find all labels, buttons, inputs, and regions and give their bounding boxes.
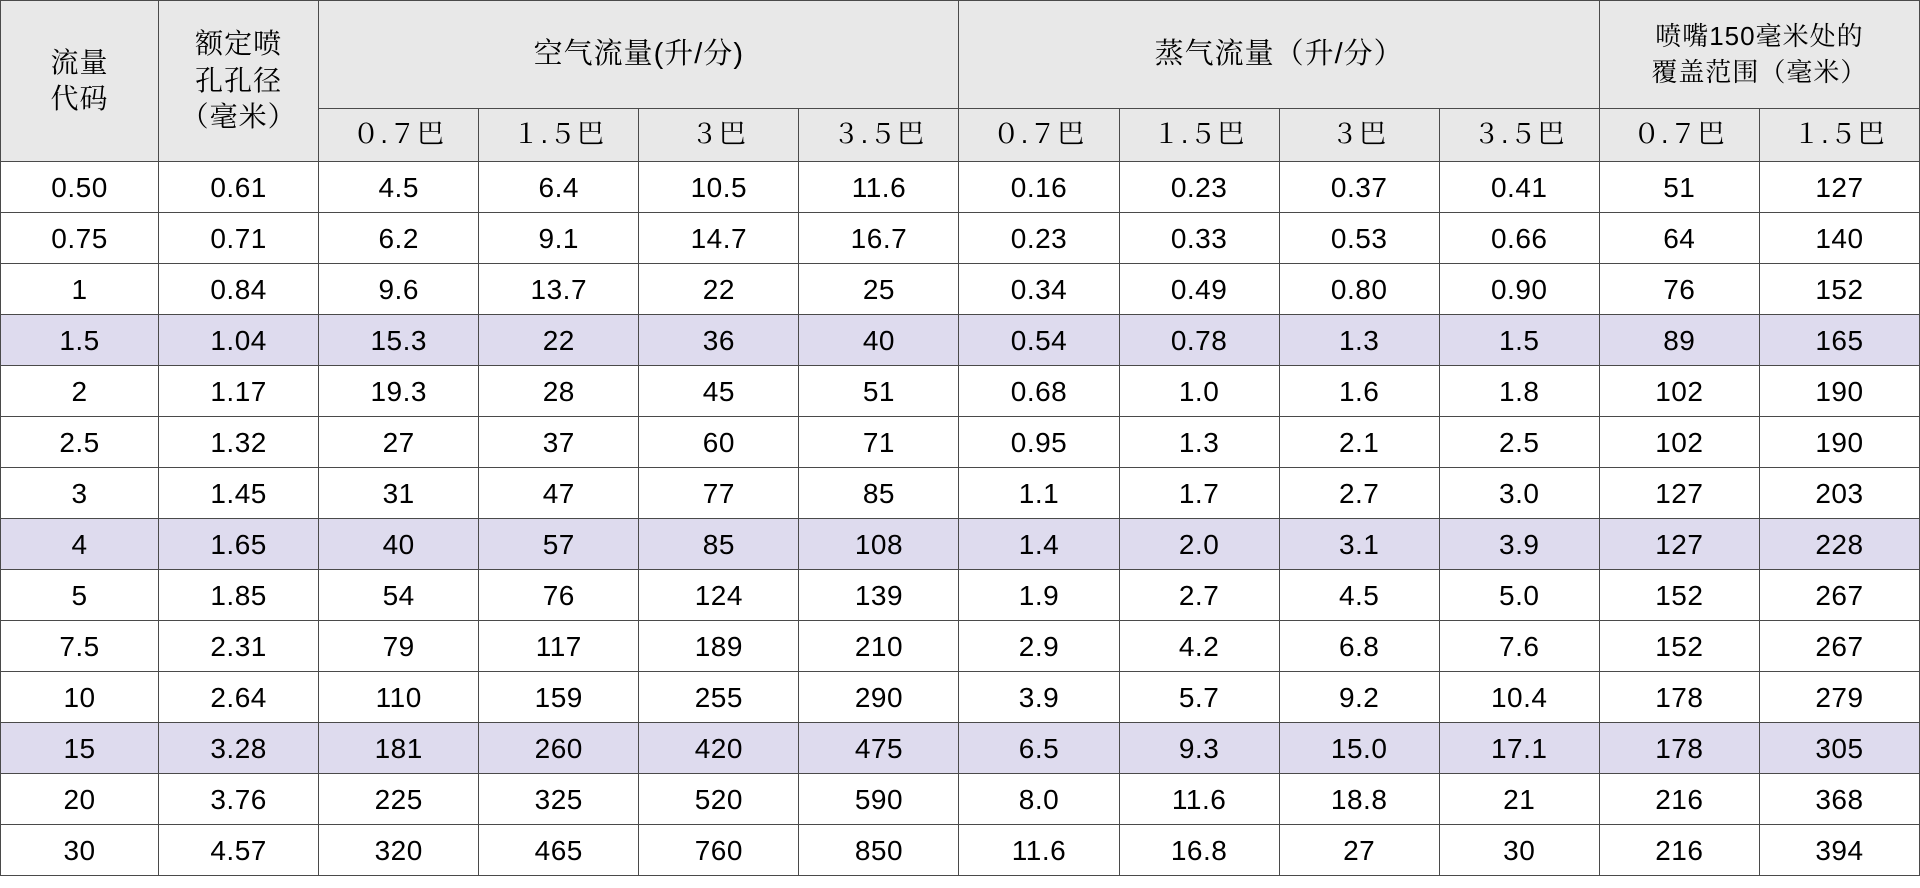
table-cell: 2.7 (1279, 468, 1439, 519)
table-row (1, 621, 1920, 672)
header-steam-pressure-2: ３巴 (1279, 109, 1439, 162)
table-cell: 279 (1759, 672, 1919, 723)
table-cell: 6.8 (1279, 621, 1439, 672)
table-cell: 475 (799, 723, 959, 774)
table-cell: 4.5 (1279, 570, 1439, 621)
table-cell: 1.4 (959, 519, 1119, 570)
table-cell: 152 (1759, 264, 1919, 315)
table-cell: 260 (479, 723, 639, 774)
table-row (1, 264, 1920, 315)
table-cell: 31 (319, 468, 479, 519)
table-cell: 4.5 (319, 162, 479, 213)
table-cell: 2.0 (1119, 519, 1279, 570)
table-cell: 27 (1279, 825, 1439, 876)
header-orifice-line1: 额定喷 (195, 28, 283, 60)
table-cell: 1.85 (159, 570, 319, 621)
table-cell: 2.7 (1119, 570, 1279, 621)
table-row (1, 774, 1920, 825)
table-cell: 0.23 (1119, 162, 1279, 213)
table-cell: 3.76 (159, 774, 319, 825)
header-coverage-line2: 覆盖范围（毫米） (1651, 56, 1868, 87)
table-cell: 178 (1599, 672, 1759, 723)
table-cell: 0.41 (1439, 162, 1599, 213)
header-steam-flow: 蒸气流量（升/分） (959, 1, 1599, 109)
table-cell: 77 (639, 468, 799, 519)
table-cell: 1.5 (1, 315, 159, 366)
table-cell: 60 (639, 417, 799, 468)
table-cell: 1.45 (159, 468, 319, 519)
table-cell: 79 (319, 621, 479, 672)
table-cell: 0.84 (159, 264, 319, 315)
table-cell: 320 (319, 825, 479, 876)
table-cell: 28 (479, 366, 639, 417)
table-cell: 2.5 (1, 417, 159, 468)
table-cell: 0.50 (1, 162, 159, 213)
table-cell: 127 (1599, 519, 1759, 570)
header-flow-code-line1: 流量 (50, 46, 109, 78)
table-cell: 45 (639, 366, 799, 417)
table-cell: 40 (319, 519, 479, 570)
table-cell: 190 (1759, 366, 1919, 417)
header-orifice-diameter (159, 1, 319, 162)
table-cell: 5.7 (1119, 672, 1279, 723)
table-row (1, 213, 1920, 264)
table-cell: 203 (1759, 468, 1919, 519)
table-cell: 152 (1599, 621, 1759, 672)
table-cell: 850 (799, 825, 959, 876)
table-cell: 76 (479, 570, 639, 621)
table-cell: 51 (799, 366, 959, 417)
table-cell: 3.28 (159, 723, 319, 774)
header-air-pressure-0: ０.７巴 (319, 109, 479, 162)
header-coverage-pressure-1: １.５巴 (1759, 109, 1919, 162)
table-cell: 181 (319, 723, 479, 774)
table-cell: 0.80 (1279, 264, 1439, 315)
header-coverage-pressure-0: ０.７巴 (1599, 109, 1759, 162)
table-cell: 5 (1, 570, 159, 621)
table-cell: 3.9 (959, 672, 1119, 723)
table-cell: 0.53 (1279, 213, 1439, 264)
table-row (1, 315, 1920, 366)
table-cell: 4 (1, 519, 159, 570)
table-cell: 1.0 (1119, 366, 1279, 417)
table-cell: 0.61 (159, 162, 319, 213)
table-cell: 1.6 (1279, 366, 1439, 417)
table-cell: 520 (639, 774, 799, 825)
table-cell: 420 (639, 723, 799, 774)
table-cell: 20 (1, 774, 159, 825)
header-air-flow: 空气流量(升/分) (319, 1, 959, 109)
header-coverage-line1: 喷嘴150毫米处的 (1655, 21, 1864, 52)
table-cell: 9.1 (479, 213, 639, 264)
table-cell: 394 (1759, 825, 1919, 876)
table-cell: 216 (1599, 774, 1759, 825)
table-row (1, 417, 1920, 468)
table-cell: 1.5 (1439, 315, 1599, 366)
table-cell: 9.3 (1119, 723, 1279, 774)
table-row (1, 672, 1920, 723)
table-cell: 0.90 (1439, 264, 1599, 315)
table-cell: 1.9 (959, 570, 1119, 621)
table-cell: 0.75 (1, 213, 159, 264)
table-cell: 11.6 (959, 825, 1119, 876)
table-cell: 36 (639, 315, 799, 366)
table-cell: 178 (1599, 723, 1759, 774)
table-cell: 21 (1439, 774, 1599, 825)
table-cell: 8.0 (959, 774, 1119, 825)
table-cell: 465 (479, 825, 639, 876)
table-cell: 15.3 (319, 315, 479, 366)
header-steam-pressure-0: ０.７巴 (959, 109, 1119, 162)
table-cell: 110 (319, 672, 479, 723)
table-cell: 0.34 (959, 264, 1119, 315)
table-cell: 267 (1759, 621, 1919, 672)
table-cell: 85 (639, 519, 799, 570)
table-cell: 102 (1599, 417, 1759, 468)
header-coverage (1599, 1, 1919, 109)
table-cell: 3 (1, 468, 159, 519)
table-cell: 0.23 (959, 213, 1119, 264)
table-cell: 0.78 (1119, 315, 1279, 366)
table-row (1, 825, 1920, 876)
table-cell: 54 (319, 570, 479, 621)
table-cell: 190 (1759, 417, 1919, 468)
table-cell: 6.5 (959, 723, 1119, 774)
table-cell: 228 (1759, 519, 1919, 570)
table-cell: 1 (1, 264, 159, 315)
table-cell: 159 (479, 672, 639, 723)
table-cell: 760 (639, 825, 799, 876)
table-cell: 1.65 (159, 519, 319, 570)
table-cell: 189 (639, 621, 799, 672)
table-row (1, 723, 1920, 774)
header-steam-pressure-1: １.５巴 (1119, 109, 1279, 162)
table-cell: 10.5 (639, 162, 799, 213)
table-row (1, 519, 1920, 570)
header-orifice-line3: （毫米） (180, 101, 297, 133)
table-cell: 6.4 (479, 162, 639, 213)
table-cell: 4.2 (1119, 621, 1279, 672)
header-flow-code-line2: 代码 (50, 83, 109, 114)
header-flow-code (1, 1, 159, 162)
header-row-group (1, 1, 1920, 109)
table-cell: 37 (479, 417, 639, 468)
table-cell: 3.1 (1279, 519, 1439, 570)
table-cell: 30 (1, 825, 159, 876)
table-cell: 11.6 (1119, 774, 1279, 825)
table-cell: 30 (1439, 825, 1599, 876)
table-cell: 0.16 (959, 162, 1119, 213)
table-cell: 10.4 (1439, 672, 1599, 723)
table-cell: 22 (639, 264, 799, 315)
table-cell: 5.0 (1439, 570, 1599, 621)
table-cell: 7.5 (1, 621, 159, 672)
table-cell: 305 (1759, 723, 1919, 774)
table-cell: 3.0 (1439, 468, 1599, 519)
table-cell: 165 (1759, 315, 1919, 366)
table-cell: 1.8 (1439, 366, 1599, 417)
table-cell: 1.1 (959, 468, 1119, 519)
table-cell: 9.6 (319, 264, 479, 315)
table-cell: 368 (1759, 774, 1919, 825)
table-cell: 0.37 (1279, 162, 1439, 213)
table-cell: 15 (1, 723, 159, 774)
table-cell: 0.95 (959, 417, 1119, 468)
table-cell: 6.2 (319, 213, 479, 264)
table-cell: 1.3 (1119, 417, 1279, 468)
table-cell: 0.54 (959, 315, 1119, 366)
table-cell: 11.6 (799, 162, 959, 213)
table-cell: 17.1 (1439, 723, 1599, 774)
table-cell: 9.2 (1279, 672, 1439, 723)
table-cell: 108 (799, 519, 959, 570)
table-body (1, 162, 1920, 876)
header-steam-pressure-3: ３.５巴 (1439, 109, 1599, 162)
table-cell: 140 (1759, 213, 1919, 264)
header-air-pressure-2: ３巴 (639, 109, 799, 162)
table-cell: 2.1 (1279, 417, 1439, 468)
table-cell: 76 (1599, 264, 1759, 315)
table-cell: 85 (799, 468, 959, 519)
table-row (1, 468, 1920, 519)
table-cell: 0.49 (1119, 264, 1279, 315)
header-orifice-line2: 孔孔径 (195, 64, 283, 96)
table-cell: 13.7 (479, 264, 639, 315)
table-cell: 267 (1759, 570, 1919, 621)
table-cell: 127 (1759, 162, 1919, 213)
table-cell: 0.68 (959, 366, 1119, 417)
table-cell: 210 (799, 621, 959, 672)
table-cell: 102 (1599, 366, 1759, 417)
table-cell: 14.7 (639, 213, 799, 264)
table-cell: 124 (639, 570, 799, 621)
table-cell: 139 (799, 570, 959, 621)
table-cell: 4.57 (159, 825, 319, 876)
table-cell: 0.66 (1439, 213, 1599, 264)
table-cell: 1.32 (159, 417, 319, 468)
table-cell: 2.64 (159, 672, 319, 723)
table-cell: 16.8 (1119, 825, 1279, 876)
table-cell: 325 (479, 774, 639, 825)
header-air-pressure-3: ３.５巴 (799, 109, 959, 162)
table-cell: 10 (1, 672, 159, 723)
header-air-pressure-1: １.５巴 (479, 109, 639, 162)
table-cell: 16.7 (799, 213, 959, 264)
table-cell: 117 (479, 621, 639, 672)
table-cell: 225 (319, 774, 479, 825)
table-cell: 255 (639, 672, 799, 723)
table-cell: 3.9 (1439, 519, 1599, 570)
table-cell: 71 (799, 417, 959, 468)
table-cell: 64 (1599, 213, 1759, 264)
table-cell: 15.0 (1279, 723, 1439, 774)
table-cell: 89 (1599, 315, 1759, 366)
table-cell: 2.9 (959, 621, 1119, 672)
table-cell: 18.8 (1279, 774, 1439, 825)
table-cell: 2 (1, 366, 159, 417)
table-row (1, 162, 1920, 213)
table-cell: 7.6 (1439, 621, 1599, 672)
table-cell: 127 (1599, 468, 1759, 519)
table-cell: 22 (479, 315, 639, 366)
table-cell: 1.7 (1119, 468, 1279, 519)
table-cell: 2.5 (1439, 417, 1599, 468)
table-header (1, 1, 1920, 162)
table-cell: 40 (799, 315, 959, 366)
table-cell: 27 (319, 417, 479, 468)
table-cell: 1.17 (159, 366, 319, 417)
table-cell: 57 (479, 519, 639, 570)
table-cell: 0.71 (159, 213, 319, 264)
table-cell: 1.04 (159, 315, 319, 366)
table-cell: 51 (1599, 162, 1759, 213)
table-row (1, 366, 1920, 417)
table-cell: 216 (1599, 825, 1759, 876)
table-cell: 152 (1599, 570, 1759, 621)
table-cell: 2.31 (159, 621, 319, 672)
table-row (1, 570, 1920, 621)
table-cell: 47 (479, 468, 639, 519)
table-cell: 290 (799, 672, 959, 723)
table-cell: 25 (799, 264, 959, 315)
table-cell: 0.33 (1119, 213, 1279, 264)
table-cell: 1.3 (1279, 315, 1439, 366)
table-cell: 590 (799, 774, 959, 825)
table-cell: 19.3 (319, 366, 479, 417)
